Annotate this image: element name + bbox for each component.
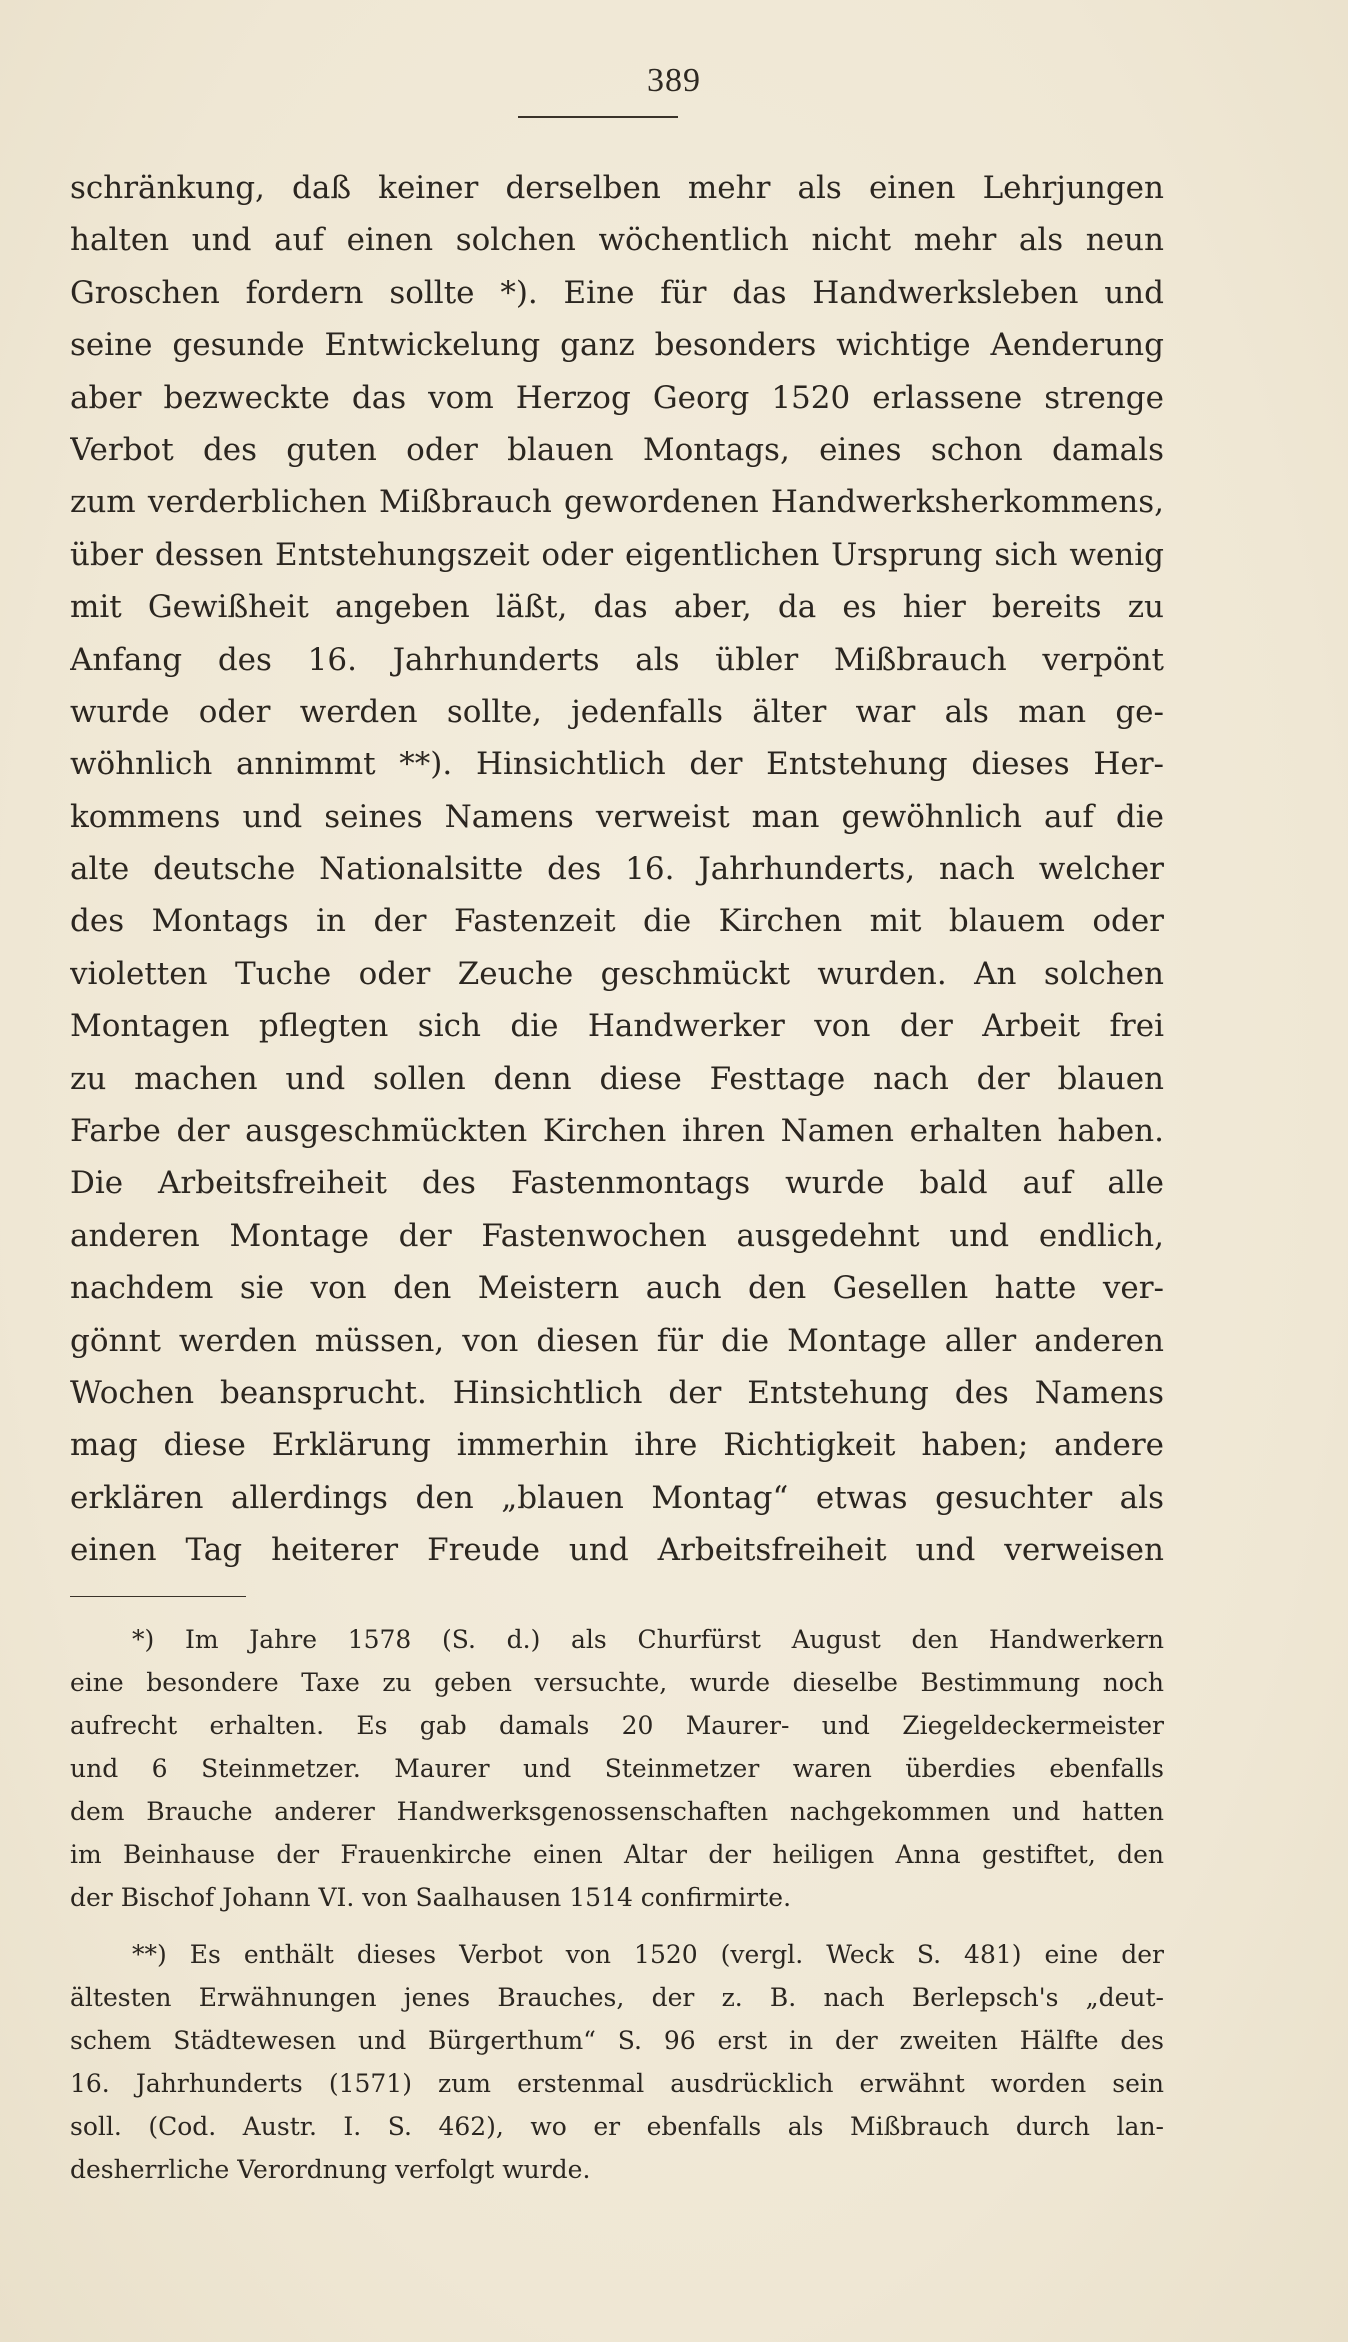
text-line: mag diese Erklärung immerhin ihre Richtigkeit haben; andere <box>70 1427 1164 1464</box>
footnote-line: soll. (Cod. Austr. I. S. 462), wo er ebenfalls als Mißbrauch durch lan- <box>70 2112 1164 2141</box>
footnote-line: **) Es enthält dieses Verbot von 1520 (vergl. Weck S. 481) eine der <box>132 1940 1164 1969</box>
text-line: alte deutsche Nationalsitte des 16. Jahrhunderts, nach welcher <box>70 851 1164 888</box>
text-line: Verbot des guten oder blauen Montags, eines schon damals <box>70 431 1164 468</box>
text-line: mit Gewißheit angeben läßt, das aber, da es hier bereits zu <box>70 589 1164 626</box>
text-line: zum verderblichen Mißbrauch gewordenen Handwerksherkommens, <box>70 484 1164 521</box>
text-line: seine gesunde Entwickelung ganz besonders wichtige Aenderung <box>70 327 1164 364</box>
footnote-line: und 6 Steinmetzer. Maurer und Steinmetzer waren überdies ebenfalls <box>70 1754 1164 1783</box>
text-line: erklären allerdings den „blauen Montag“ etwas gesuchter als <box>70 1479 1164 1516</box>
footnote-line: eine besondere Taxe zu geben versuchte, wurde dieselbe Bestimmung noch <box>70 1668 1164 1697</box>
footnote-line: desherrliche Verordnung verfolgt wurde. <box>70 2155 591 2184</box>
text-line: schränkung, daß keiner derselben mehr als einen Lehrjungen <box>70 170 1164 206</box>
text-line: einen Tag heiterer Freude und Arbeitsfreiheit und verweisen <box>70 1532 1164 1569</box>
text-line: Montagen pflegten sich die Handwerker von der Arbeit frei <box>70 1008 1164 1045</box>
text-line: zu machen und sollen denn diese Festtage nach der blauen <box>70 1060 1164 1097</box>
text-line: violetten Tuche oder Zeuche geschmückt wurden. An solchen <box>70 955 1164 992</box>
footnote-1 <box>70 1618 1164 1919</box>
footnotes <box>70 1618 1164 2191</box>
footnote-line: 16. Jahrhunderts (1571) zum erstenmal ausdrücklich erwähnt worden sein <box>70 2069 1164 2098</box>
header-rule <box>518 116 678 118</box>
text-line: wurde oder werden sollte, jedenfalls älter war als man ge- <box>70 693 1164 730</box>
text-line: des Montags in der Fastenzeit die Kirchen mit blauem oder <box>70 903 1164 940</box>
footnote-line: aufrecht erhalten. Es gab damals 20 Maurer- und Ziegeldeckermeister <box>70 1711 1164 1740</box>
text-line: nachdem sie von den Meistern auch den Gesellen hatte ver- <box>70 1270 1164 1307</box>
footnote-line: dem Brauche anderer Handwerksgenossenschaften nachgekommen und hatten <box>70 1797 1164 1826</box>
text-line: halten und auf einen solchen wöchentlich nicht mehr als neun <box>70 222 1164 259</box>
text-line: Farbe der ausgeschmückten Kirchen ihren Namen erhalten haben. <box>70 1113 1164 1150</box>
text-line: aber bezweckte das vom Herzog Georg 1520 erlassene strenge <box>70 379 1164 416</box>
text-line: gönnt werden müssen, von diesen für die Montage aller anderen <box>70 1322 1164 1359</box>
text-line: Groschen fordern sollte *). Eine für das Handwerksleben und <box>70 274 1164 311</box>
text-line: über dessen Entstehungszeit oder eigentlichen Ursprung sich wenig <box>70 536 1164 573</box>
text-line: Anfang des 16. Jahrhunderts als übler Mißbrauch verpönt <box>70 641 1164 678</box>
main-text <box>70 162 1164 1577</box>
text-line: Wochen beansprucht. Hinsichtlich der Entstehung des Namens <box>70 1374 1164 1411</box>
footnote-line: der Bischof Johann VI. von Saalhausen 1514 confirmirte. <box>70 1883 792 1912</box>
text-line: anderen Montage der Fastenwochen ausgedehnt und endlich, <box>70 1217 1164 1254</box>
text-line: Die Arbeitsfreiheit des Fastenmontags wurde bald auf alle <box>70 1165 1164 1202</box>
footnote-line: schem Städtewesen und Bürgerthum“ S. 96 erst in der zweiten Hälfte des <box>70 2026 1164 2055</box>
text-line: kommens und seines Namens verweist man gewöhnlich auf die <box>70 798 1164 835</box>
text-line: wöhnlich annimmt **). Hinsichtlich der Entstehung dieses Her- <box>70 746 1164 783</box>
footnote-line: im Beinhause der Frauenkirche einen Altar der heiligen Anna gestiftet, den <box>70 1840 1164 1869</box>
footnote-line: ältesten Erwähnungen jenes Brauches, der z. B. nach Berlepsch's „deut- <box>70 1983 1164 2012</box>
footnote-2 <box>70 1933 1164 2191</box>
page-number: 389 <box>647 62 701 99</box>
footnote-rule <box>70 1596 246 1597</box>
footnote-line: *) Im Jahre 1578 (S. d.) als Churfürst August den Handwerkern <box>132 1625 1164 1654</box>
